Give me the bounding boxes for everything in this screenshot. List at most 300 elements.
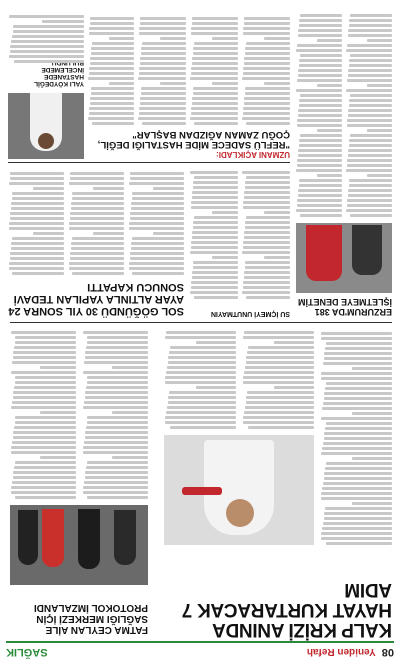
text-line bbox=[13, 471, 76, 474]
text-line bbox=[83, 451, 148, 454]
text-line bbox=[10, 177, 64, 180]
text-line bbox=[349, 19, 392, 22]
text-line bbox=[347, 44, 392, 47]
text-line bbox=[70, 212, 124, 215]
text-line bbox=[160, 82, 186, 85]
text-line bbox=[367, 174, 392, 177]
main-headline: KALP KRİZİ ANINDA HAYAT KURTARACAK 7 ADIM bbox=[182, 579, 392, 640]
text-line bbox=[129, 262, 184, 265]
text-line bbox=[13, 476, 76, 479]
text-line bbox=[72, 237, 124, 240]
text-line bbox=[246, 361, 314, 364]
text-line bbox=[326, 422, 392, 425]
text-line bbox=[244, 97, 290, 100]
text-line bbox=[264, 37, 290, 40]
text-line bbox=[296, 169, 342, 172]
text-line bbox=[91, 52, 134, 55]
text-line bbox=[243, 376, 314, 379]
text-line bbox=[87, 421, 148, 424]
text-line bbox=[245, 87, 290, 90]
text-line bbox=[11, 242, 64, 245]
text-line bbox=[317, 174, 342, 177]
text-line bbox=[350, 14, 392, 17]
text-line bbox=[296, 89, 342, 92]
text-line bbox=[191, 281, 238, 284]
text-line bbox=[86, 346, 148, 349]
text-line bbox=[40, 456, 76, 459]
page-number: 08 bbox=[381, 646, 394, 658]
text-line bbox=[298, 69, 342, 72]
text-line bbox=[322, 487, 392, 490]
text-line bbox=[85, 431, 148, 434]
text-line bbox=[42, 20, 84, 23]
text-line bbox=[299, 64, 342, 67]
text-line bbox=[132, 192, 184, 195]
text-line bbox=[168, 396, 236, 399]
text-line bbox=[190, 291, 238, 294]
text-line bbox=[298, 34, 342, 37]
text-line bbox=[192, 271, 238, 274]
text-line bbox=[193, 92, 238, 95]
text-line bbox=[192, 62, 238, 65]
text-line bbox=[10, 212, 64, 215]
text-line bbox=[69, 182, 124, 185]
text-line bbox=[243, 107, 290, 110]
text-line bbox=[12, 192, 64, 195]
text-line bbox=[245, 47, 290, 50]
main-headline-block bbox=[162, 579, 392, 639]
text-line bbox=[13, 391, 76, 394]
text-line bbox=[323, 482, 392, 485]
text-line bbox=[245, 366, 314, 369]
text-line bbox=[321, 492, 392, 495]
text-line bbox=[192, 231, 238, 234]
text-line bbox=[324, 397, 392, 400]
text-line bbox=[12, 197, 64, 200]
text-line bbox=[323, 522, 392, 525]
text-line bbox=[298, 189, 342, 192]
text-line bbox=[40, 366, 76, 369]
text-line bbox=[15, 416, 76, 419]
text-line bbox=[367, 84, 392, 87]
text-line bbox=[69, 222, 124, 225]
text-line bbox=[168, 361, 236, 364]
text-line bbox=[11, 331, 76, 334]
text-line bbox=[243, 72, 290, 75]
text-line bbox=[264, 211, 290, 214]
text-line bbox=[194, 42, 238, 45]
text-line bbox=[165, 336, 236, 339]
text-line bbox=[167, 366, 236, 369]
text-line bbox=[13, 30, 84, 33]
text-line bbox=[349, 184, 392, 187]
text-line bbox=[244, 17, 290, 20]
text-line bbox=[321, 452, 392, 455]
text-line bbox=[87, 381, 148, 384]
text-line bbox=[347, 199, 392, 202]
text-line bbox=[89, 107, 134, 110]
text-line bbox=[131, 207, 184, 210]
story5-column-1 bbox=[242, 12, 290, 125]
text-line bbox=[299, 144, 342, 147]
main-story-column-1 bbox=[320, 330, 392, 545]
text-line bbox=[242, 251, 290, 254]
text-line bbox=[165, 381, 236, 384]
text-line bbox=[89, 27, 134, 30]
text-line bbox=[9, 55, 84, 58]
text-line bbox=[326, 382, 392, 385]
text-line bbox=[192, 17, 238, 20]
text-line bbox=[72, 197, 124, 200]
text-line bbox=[87, 496, 148, 499]
text-line bbox=[348, 34, 392, 37]
text-line bbox=[347, 159, 392, 162]
text-line bbox=[138, 117, 186, 120]
text-line bbox=[14, 346, 76, 349]
text-line bbox=[12, 441, 76, 444]
text-line bbox=[132, 197, 184, 200]
text-line bbox=[243, 336, 314, 339]
text-line bbox=[352, 457, 392, 460]
text-line bbox=[347, 204, 392, 207]
text-line bbox=[323, 402, 392, 405]
text-line bbox=[86, 426, 148, 429]
text-line bbox=[242, 291, 290, 294]
text-line bbox=[130, 217, 184, 220]
text-line bbox=[15, 376, 76, 379]
text-line bbox=[246, 396, 314, 399]
text-line bbox=[193, 261, 238, 264]
text-line bbox=[243, 381, 314, 384]
text-line bbox=[243, 27, 290, 30]
text-line bbox=[326, 342, 392, 345]
text-line bbox=[194, 296, 238, 299]
text-line bbox=[324, 352, 392, 355]
text-line bbox=[352, 412, 392, 415]
text-line bbox=[11, 486, 76, 489]
text-line bbox=[70, 172, 124, 175]
text-line bbox=[84, 481, 148, 484]
text-line bbox=[71, 247, 124, 250]
text-line bbox=[11, 491, 76, 494]
text-line bbox=[13, 431, 76, 434]
text-line bbox=[298, 109, 342, 112]
text-line bbox=[193, 47, 238, 50]
text-line bbox=[274, 386, 314, 389]
text-line bbox=[297, 164, 342, 167]
text-line bbox=[246, 296, 290, 299]
text-line bbox=[243, 416, 314, 419]
text-line bbox=[72, 192, 124, 195]
text-line bbox=[192, 102, 238, 105]
text-line bbox=[141, 47, 186, 50]
text-line bbox=[85, 471, 148, 474]
text-line bbox=[300, 214, 342, 217]
text-line bbox=[299, 104, 342, 107]
side-story-photo bbox=[10, 505, 148, 585]
text-line bbox=[348, 114, 392, 117]
text-line bbox=[139, 67, 186, 70]
text-line bbox=[11, 406, 76, 409]
text-line bbox=[69, 262, 124, 265]
text-line bbox=[192, 97, 238, 100]
text-line bbox=[317, 129, 342, 132]
text-line bbox=[71, 242, 124, 245]
text-line bbox=[243, 67, 290, 70]
text-line bbox=[244, 102, 290, 105]
text-line bbox=[350, 134, 392, 137]
text-line bbox=[13, 356, 76, 359]
text-line bbox=[13, 351, 76, 354]
text-line bbox=[130, 172, 184, 175]
story6-headline: YALI KÖYDEĞİL HASTANEDE İNCELEMEDE bbox=[34, 66, 84, 87]
text-line bbox=[169, 391, 236, 394]
text-line bbox=[142, 122, 186, 125]
text-line bbox=[12, 35, 84, 38]
text-line bbox=[367, 39, 392, 42]
text-line bbox=[348, 189, 392, 192]
story3-headline: SU İÇMEYİ UNUTMAYIN bbox=[210, 310, 290, 317]
side-story-block bbox=[10, 602, 148, 635]
text-line bbox=[191, 112, 238, 115]
text-line bbox=[212, 82, 238, 85]
story4-column-2 bbox=[68, 169, 124, 275]
text-line bbox=[14, 466, 76, 469]
text-line bbox=[324, 437, 392, 440]
text-line bbox=[139, 72, 186, 75]
text-line bbox=[140, 57, 186, 60]
text-line bbox=[90, 57, 134, 60]
text-line bbox=[245, 181, 290, 184]
text-line bbox=[109, 37, 134, 40]
text-line bbox=[168, 401, 236, 404]
text-line bbox=[297, 79, 342, 82]
text-line bbox=[191, 67, 238, 70]
text-line bbox=[346, 209, 392, 212]
text-line bbox=[191, 32, 238, 35]
text-line bbox=[142, 42, 186, 45]
text-line bbox=[243, 206, 290, 209]
main-story-photo bbox=[164, 435, 314, 545]
text-line bbox=[296, 209, 342, 212]
text-line bbox=[10, 217, 64, 220]
text-line bbox=[10, 257, 64, 260]
text-line bbox=[93, 187, 124, 190]
text-line bbox=[91, 87, 134, 90]
text-line bbox=[264, 82, 290, 85]
text-line bbox=[70, 252, 124, 255]
text-line bbox=[90, 62, 134, 65]
story5-kicker: UZMANI AÇIKLADI: bbox=[216, 150, 290, 159]
text-line bbox=[193, 266, 238, 269]
text-line bbox=[324, 392, 392, 395]
text-line bbox=[244, 196, 290, 199]
text-line bbox=[131, 247, 184, 250]
text-line bbox=[242, 171, 290, 174]
text-line bbox=[193, 52, 238, 55]
text-line bbox=[298, 149, 342, 152]
text-line bbox=[15, 341, 76, 344]
text-line bbox=[166, 411, 236, 414]
story6-column bbox=[8, 12, 84, 63]
text-line bbox=[367, 129, 392, 132]
main-story-column-2 bbox=[242, 329, 314, 429]
text-line bbox=[170, 346, 236, 349]
text-line bbox=[40, 411, 76, 414]
text-line bbox=[296, 49, 342, 52]
text-line bbox=[193, 186, 238, 189]
text-line bbox=[192, 196, 238, 199]
text-line bbox=[15, 496, 76, 499]
text-line bbox=[70, 217, 124, 220]
text-line bbox=[192, 276, 238, 279]
text-line bbox=[112, 456, 148, 459]
text-line bbox=[245, 266, 290, 269]
text-line bbox=[112, 366, 148, 369]
story2-photo bbox=[296, 223, 392, 293]
story4-headline: SOL GÖĞÜNDÜ 30 YIL SONRA 24 AYAR ALTINLA YAPILAN TEDAVİ SONUCU KAPATTI bbox=[8, 281, 184, 317]
text-line bbox=[322, 527, 392, 530]
text-line bbox=[11, 247, 64, 250]
text-line bbox=[193, 181, 238, 184]
text-line bbox=[9, 227, 64, 230]
text-line bbox=[71, 202, 124, 205]
text-line bbox=[92, 42, 134, 45]
text-line bbox=[141, 87, 186, 90]
text-line bbox=[244, 271, 290, 274]
text-line bbox=[246, 356, 314, 359]
text-line bbox=[244, 57, 290, 60]
text-line bbox=[131, 242, 184, 245]
text-line bbox=[317, 84, 342, 87]
text-line bbox=[349, 104, 392, 107]
text-line bbox=[246, 401, 314, 404]
text-line bbox=[244, 231, 290, 234]
text-line bbox=[322, 447, 392, 450]
text-line bbox=[165, 376, 236, 379]
text-line bbox=[153, 187, 184, 190]
text-line bbox=[347, 124, 392, 127]
story5-column-3 bbox=[138, 12, 186, 125]
text-line bbox=[246, 122, 290, 125]
text-line bbox=[247, 391, 314, 394]
section-divider bbox=[10, 322, 392, 323]
text-line bbox=[83, 446, 148, 449]
text-line bbox=[139, 112, 186, 115]
text-line bbox=[321, 337, 392, 340]
text-line bbox=[130, 212, 184, 215]
text-line bbox=[348, 109, 392, 112]
text-line bbox=[326, 542, 392, 545]
text-line bbox=[347, 79, 392, 82]
text-line bbox=[349, 59, 392, 62]
text-line bbox=[243, 32, 290, 35]
text-line bbox=[9, 262, 64, 265]
text-line bbox=[274, 341, 314, 344]
text-line bbox=[245, 92, 290, 95]
text-line bbox=[244, 236, 290, 239]
text-line bbox=[132, 237, 184, 240]
text-line bbox=[13, 396, 76, 399]
text-line bbox=[244, 62, 290, 65]
text-line bbox=[70, 257, 124, 260]
text-line bbox=[11, 371, 76, 374]
text-line bbox=[298, 194, 342, 197]
text-line bbox=[86, 466, 148, 469]
text-line bbox=[140, 102, 186, 105]
text-line bbox=[321, 497, 392, 500]
text-line bbox=[86, 386, 148, 389]
text-line bbox=[300, 134, 342, 137]
text-line bbox=[141, 92, 186, 95]
text-line bbox=[85, 476, 148, 479]
side-story-column-2 bbox=[10, 329, 76, 499]
text-line bbox=[248, 346, 314, 349]
text-line bbox=[297, 204, 342, 207]
text-line bbox=[84, 361, 148, 364]
text-line bbox=[349, 64, 392, 67]
text-line bbox=[89, 72, 134, 75]
text-line bbox=[348, 29, 392, 32]
text-line bbox=[348, 149, 392, 152]
text-line bbox=[212, 211, 238, 214]
text-line bbox=[349, 24, 392, 27]
text-line bbox=[166, 371, 236, 374]
lower-divider bbox=[8, 162, 290, 163]
text-line bbox=[71, 207, 124, 210]
text-line bbox=[346, 169, 392, 172]
text-line bbox=[11, 40, 84, 43]
text-line bbox=[85, 351, 148, 354]
text-line bbox=[15, 381, 76, 384]
text-line bbox=[191, 241, 238, 244]
text-line bbox=[10, 252, 64, 255]
text-line bbox=[85, 396, 148, 399]
story5-photo bbox=[8, 93, 84, 159]
text-line bbox=[297, 44, 342, 47]
text-line bbox=[15, 461, 76, 464]
text-line bbox=[247, 351, 314, 354]
text-line bbox=[346, 89, 392, 92]
text-line bbox=[132, 272, 184, 275]
text-line bbox=[191, 201, 238, 204]
text-line bbox=[193, 87, 238, 90]
text-line bbox=[87, 336, 148, 339]
text-line bbox=[90, 22, 134, 25]
text-line bbox=[89, 67, 134, 70]
text-line bbox=[83, 371, 148, 374]
text-line bbox=[170, 426, 236, 429]
text-line bbox=[192, 57, 238, 60]
text-line bbox=[349, 179, 392, 182]
story2-headline: ERZURUM'DA 381 İŞLETMEYE DENETİM bbox=[297, 297, 392, 317]
text-line bbox=[13, 25, 84, 28]
text-line bbox=[85, 356, 148, 359]
main-story-column-3 bbox=[164, 329, 236, 429]
text-line bbox=[348, 194, 392, 197]
text-line bbox=[321, 417, 392, 420]
text-line bbox=[14, 60, 84, 63]
text-line bbox=[87, 376, 148, 379]
text-line bbox=[321, 377, 392, 380]
text-line bbox=[192, 236, 238, 239]
text-line bbox=[92, 122, 134, 125]
text-line bbox=[191, 27, 238, 30]
text-line bbox=[11, 202, 64, 205]
text-line bbox=[88, 77, 134, 80]
text-line bbox=[192, 22, 238, 25]
text-line bbox=[191, 107, 238, 110]
